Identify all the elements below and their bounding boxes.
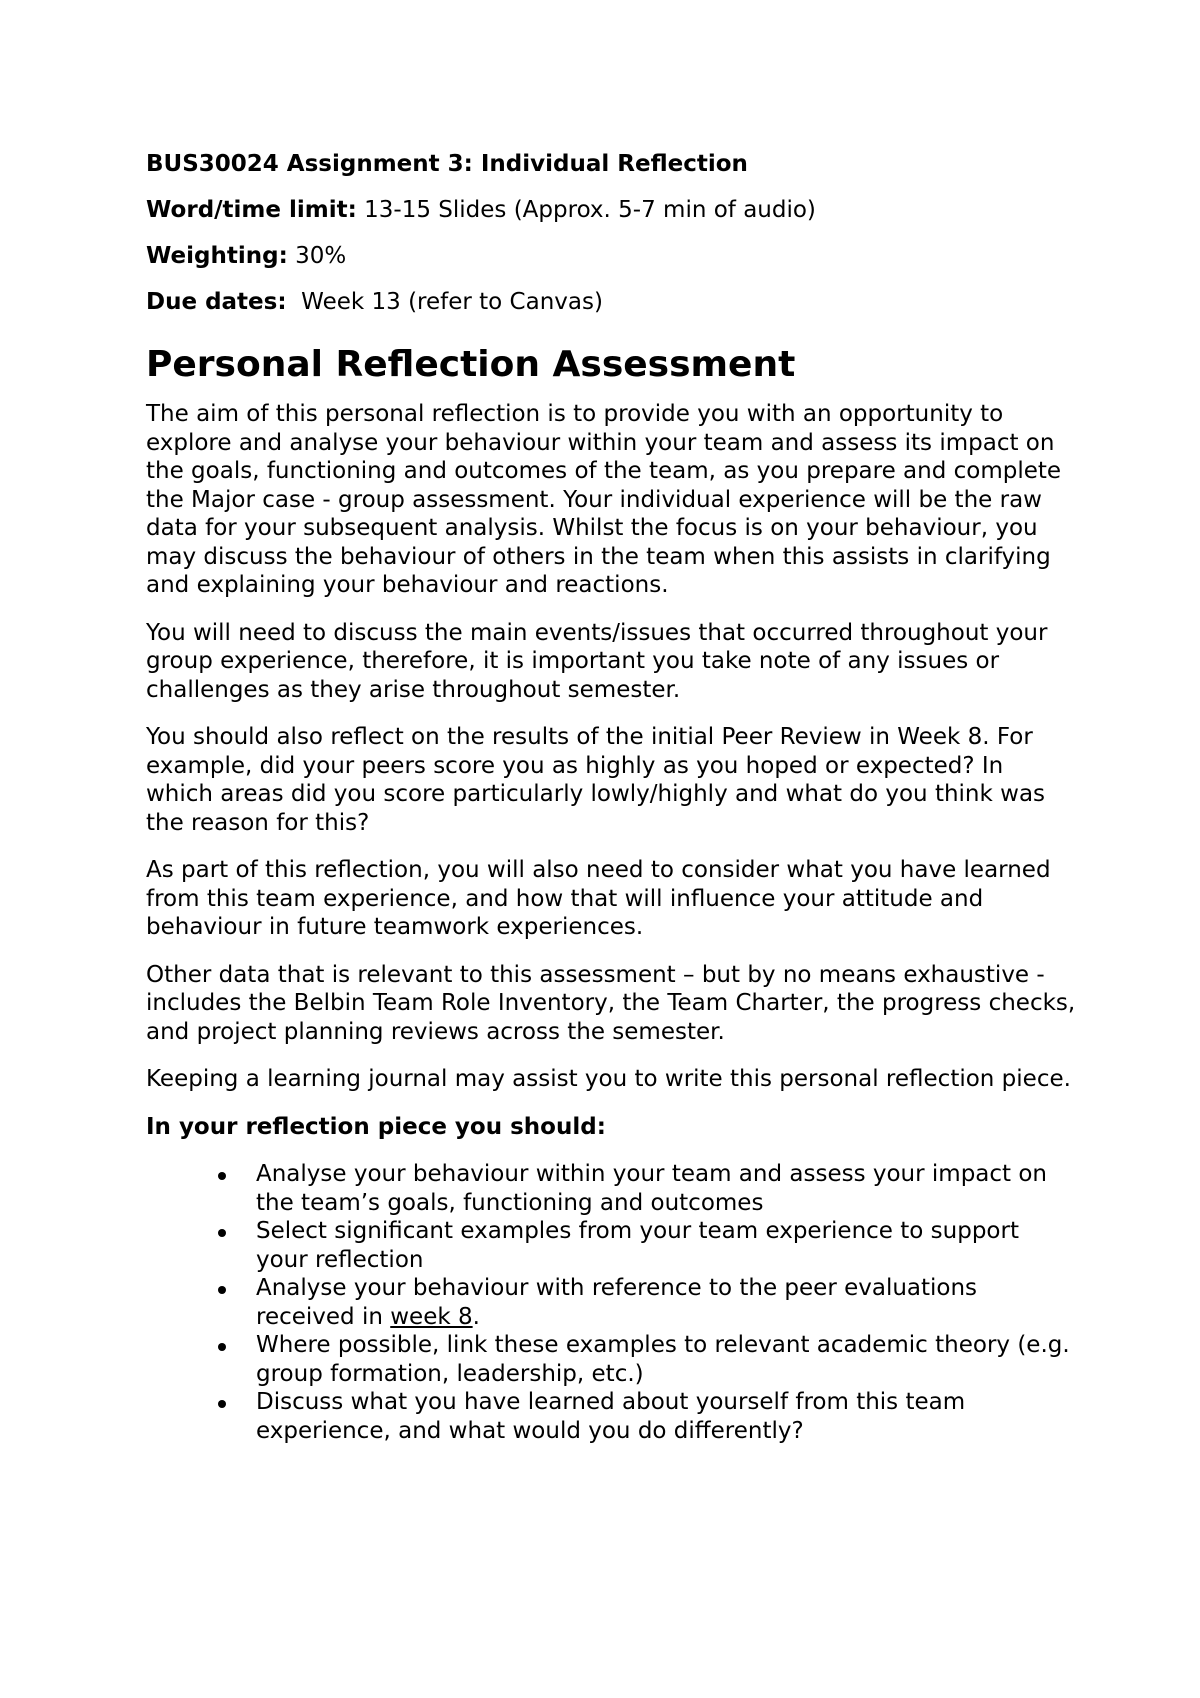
- paragraph-peer-review: You should also reflect on the results of the initial Peer Review in Week 8. For example, did your peers score you as highly as you hoped or expected? In which areas did you score particularly lowly/highly and what do you think was the reason for this?: [146, 724, 1046, 836]
- bullet-icon: [218, 1400, 226, 1408]
- bullet-icon: [218, 1172, 226, 1180]
- weighting-line: [146, 242, 1076, 270]
- list-item-text-end: .: [472, 1303, 480, 1330]
- list-item: [256, 1274, 1076, 1331]
- due-dates-value: Week 13 (refer to Canvas): [286, 289, 603, 315]
- paragraph-events: You will need to discuss the main events/issues that occurred throughout your group experience, therefore, it is important you take note of any issues or challenges as they arise throughout semester.: [146, 619, 1048, 703]
- paragraph-other-data: Other data that is relevant to this assessment – but by no means exhaustive - includes the Belbin Team Role Inventory, the Team Charter, the progress checks, and project planning reviews across the semester.: [146, 961, 1076, 1045]
- list-lead: In your reflection piece you should:: [146, 1113, 606, 1140]
- word-limit-line: [146, 196, 1076, 224]
- assignment-title: BUS30024 Assignment 3: Individual Reflection: [146, 151, 748, 177]
- list-item-text: Analyse your behaviour within your team and assess your impact on the team’s goals, functioning and outcomes: [256, 1161, 1048, 1216]
- word-limit-value: 13-15 Slides (Approx. 5-7 min of audio): [356, 197, 816, 223]
- weighting-value: 30%: [287, 243, 347, 269]
- document-page: [146, 150, 1076, 1445]
- bullet-icon: [218, 1343, 226, 1351]
- list-item-text: Select significant examples from your team experience to support your reflection: [256, 1218, 1019, 1273]
- due-dates-label: Due dates:: [146, 289, 287, 315]
- paragraph-aim: The aim of this personal reflection is to provide you with an opportunity to explore and analyse your behaviour within your team and assess its impact on the goals, functioning and outcomes of the team, as you prepare and complete the Major case - group assessment. Your individual experience will be the raw data for your subsequent analysis. Whilst the focus is on your behaviour, you may discuss the behaviour of others in the team when this assists in clarifying and explaining your behaviour and reactions.: [146, 401, 1062, 598]
- list-item-text: Analyse your behaviour with reference to the peer evaluations received in: [256, 1275, 978, 1330]
- list-item: [256, 1160, 1076, 1217]
- list-item-text: Where possible, link these examples to relevant academic theory (e.g. group formation, leadership, etc.): [256, 1332, 1070, 1387]
- due-dates-line: [146, 288, 1076, 316]
- weighting-label: Weighting:: [146, 243, 288, 269]
- paragraph-journal: Keeping a learning journal may assist you to write this personal reflection piece.: [146, 1066, 1071, 1092]
- list-item-text: Discuss what you have learned about yourself from this team experience, and what would you do differently?: [256, 1389, 966, 1444]
- list-item: [256, 1331, 1076, 1388]
- week-8-link[interactable]: week 8: [390, 1303, 473, 1330]
- list-item: [256, 1217, 1076, 1274]
- bullet-icon: [218, 1229, 226, 1237]
- word-limit-label: Word/time limit:: [146, 197, 357, 223]
- bullet-icon: [218, 1286, 226, 1294]
- section-heading: Personal Reflection Assessment: [146, 344, 796, 385]
- reflection-requirements-list: [146, 1160, 1076, 1445]
- list-item: [256, 1388, 1076, 1445]
- paragraph-learning: As part of this reflection, you will also need to consider what you have learned from this team experience, and how that will influence your attitude and behaviour in future teamwork experiences.: [146, 857, 1051, 940]
